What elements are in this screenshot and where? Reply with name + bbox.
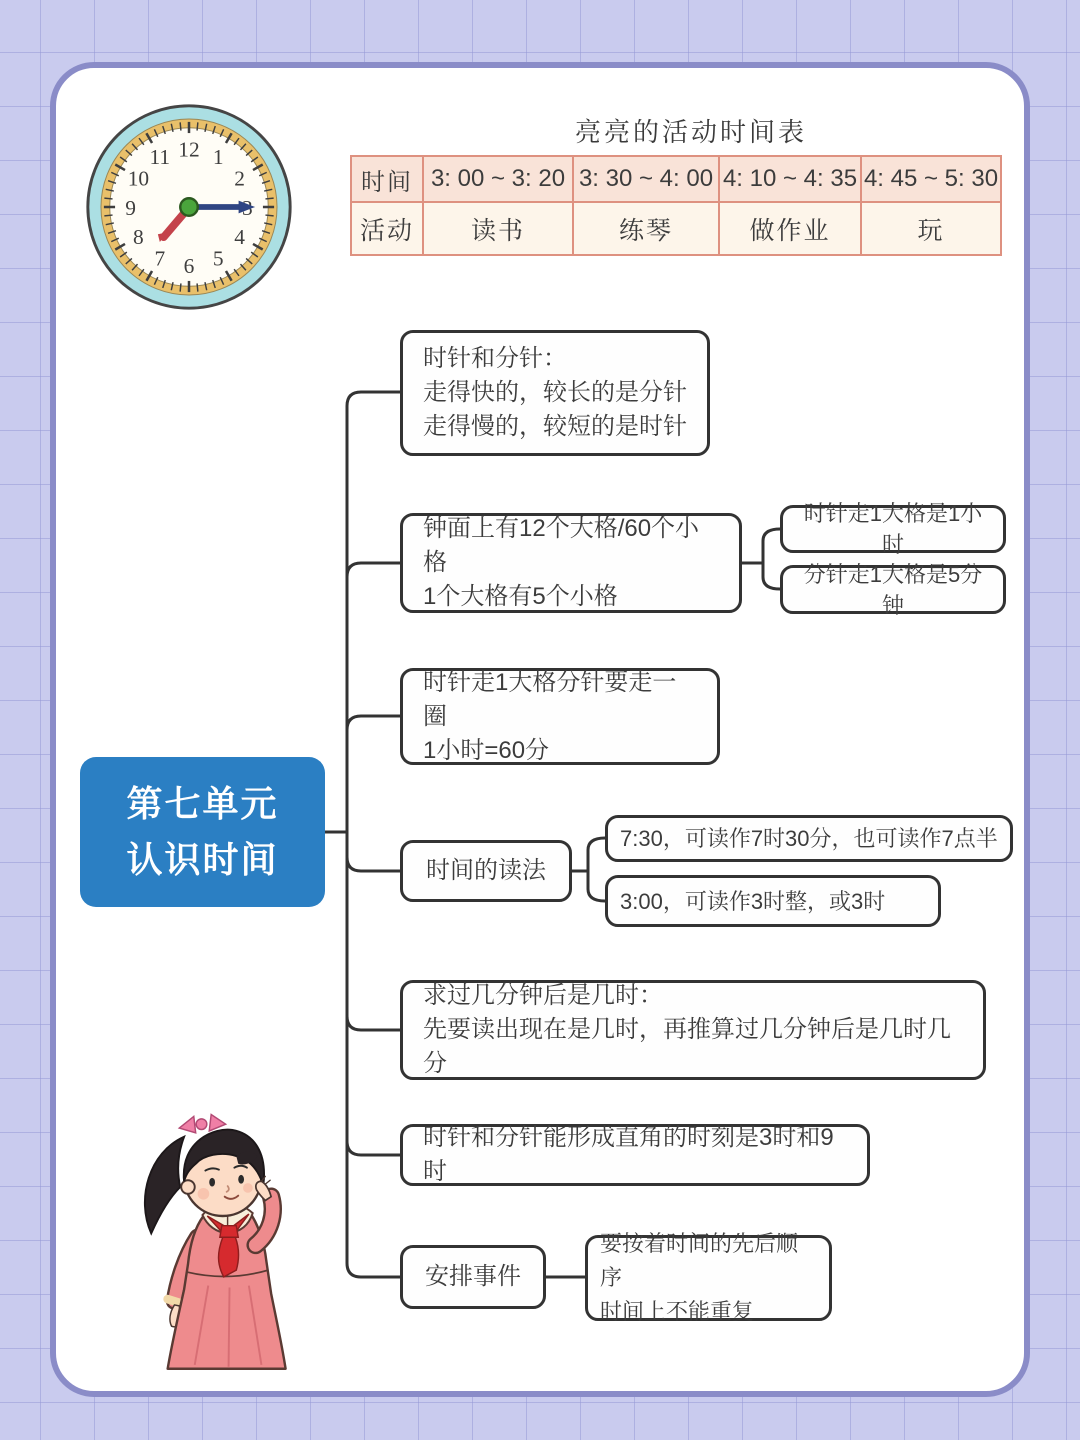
schedule-row-header-time: 时间: [351, 156, 423, 202]
mindmap-node-grids: [400, 513, 742, 613]
node-text-line: 1个大格有5个小格: [423, 583, 618, 610]
girl-cartoon-icon: [92, 1100, 340, 1390]
schedule-activity-cell: 玩: [861, 202, 1001, 255]
svg-text:10: 10: [127, 166, 150, 191]
mindmap-node-hands: [400, 330, 710, 456]
node-text-line: 时针走1大格是1小时: [803, 501, 983, 557]
node-text-line: 钟面上有12个大格/60个小格: [423, 515, 700, 576]
svg-text:7: 7: [154, 246, 166, 271]
clock-face-icon: [82, 100, 296, 314]
schedule-time-row: [351, 156, 1001, 202]
schedule-activity-cell: 练琴: [573, 202, 719, 255]
schedule-row-header-activity: 活动: [351, 202, 423, 255]
schedule-time-cell: 3: 30 ~ 4: 00: [573, 156, 719, 202]
mindmap-root-node: [80, 757, 325, 907]
node-text-line: 求过几分钟后是几时：: [423, 982, 663, 1009]
node-text-line: 1小时=60分: [423, 736, 550, 764]
schedule-activity-row: [351, 202, 1001, 255]
node-text-line: 要按着时间的先后顺序: [600, 1231, 799, 1290]
schedule-activity-cell: 做作业: [719, 202, 861, 255]
mindmap-node-minutes-later: [400, 980, 986, 1080]
svg-text:4: 4: [234, 224, 245, 249]
node-text-line: 时间上不能重复: [600, 1299, 755, 1324]
schedule-time-cell: 4: 45 ~ 5: 30: [861, 156, 1001, 202]
node-text-line: 时针和分针：: [423, 345, 567, 372]
svg-text:5: 5: [212, 246, 224, 271]
node-text-line: 时针和分针能形成直角的时刻是3时和9时: [423, 1124, 834, 1185]
node-text-line: 先要读出现在是几时，再推算过几分钟后是几时几分: [423, 1016, 951, 1077]
schedule-activity-cell: 读书: [423, 202, 573, 255]
schedule-title: 亮亮的活动时间表: [575, 118, 808, 147]
node-text-line: 时间的读法: [426, 857, 546, 884]
mindmap-node-read-730: [605, 815, 1013, 862]
node-text-line: 3:00，可读作3时整，或3时: [620, 888, 886, 914]
mindmap-node-arrange-events: [400, 1245, 546, 1309]
mindmap-node-arrange-rule: [585, 1231, 832, 1324]
svg-text:12: 12: [178, 137, 200, 162]
svg-text:2: 2: [234, 166, 245, 191]
mindmap-node-reading-time: [400, 840, 572, 902]
node-text-line: 走得快的，较长的是分针: [423, 379, 687, 406]
svg-text:6: 6: [183, 254, 195, 279]
node-text-line: 7:30，可读作7时30分，也可读作7点半: [620, 826, 998, 851]
svg-text:9: 9: [125, 195, 136, 220]
svg-text:1: 1: [212, 145, 224, 170]
node-text-line: 走得慢的，较短的是时针: [423, 413, 687, 440]
node-text-line: 时针走1大格分针要走一圈: [423, 668, 677, 730]
schedule-time-cell: 3: 00 ~ 3: 20: [423, 156, 573, 202]
activity-schedule-table: [350, 155, 1002, 256]
clock-center-cap-icon: [180, 198, 198, 216]
mindmap-node-minute-grid: [780, 561, 1006, 618]
mindmap-node-read-300: [605, 875, 941, 927]
svg-text:11: 11: [149, 145, 171, 170]
mindmap-node-one-lap: [400, 668, 720, 765]
schedule-time-cell: 4: 10 ~ 4: 35: [719, 156, 861, 202]
node-text-line: 分针走1大格是5分钟: [803, 561, 983, 618]
mindmap-node-right-angle: [400, 1124, 870, 1186]
clock-illustration: [82, 100, 296, 314]
mindmap-node-hour-grid: [780, 501, 1006, 557]
svg-text:8: 8: [133, 224, 144, 249]
root-title-line: 第七单元: [126, 783, 279, 824]
root-title-line: 认识时间: [126, 839, 279, 880]
node-text-line: 安排事件: [425, 1263, 521, 1290]
girl-illustration: [92, 1100, 340, 1390]
